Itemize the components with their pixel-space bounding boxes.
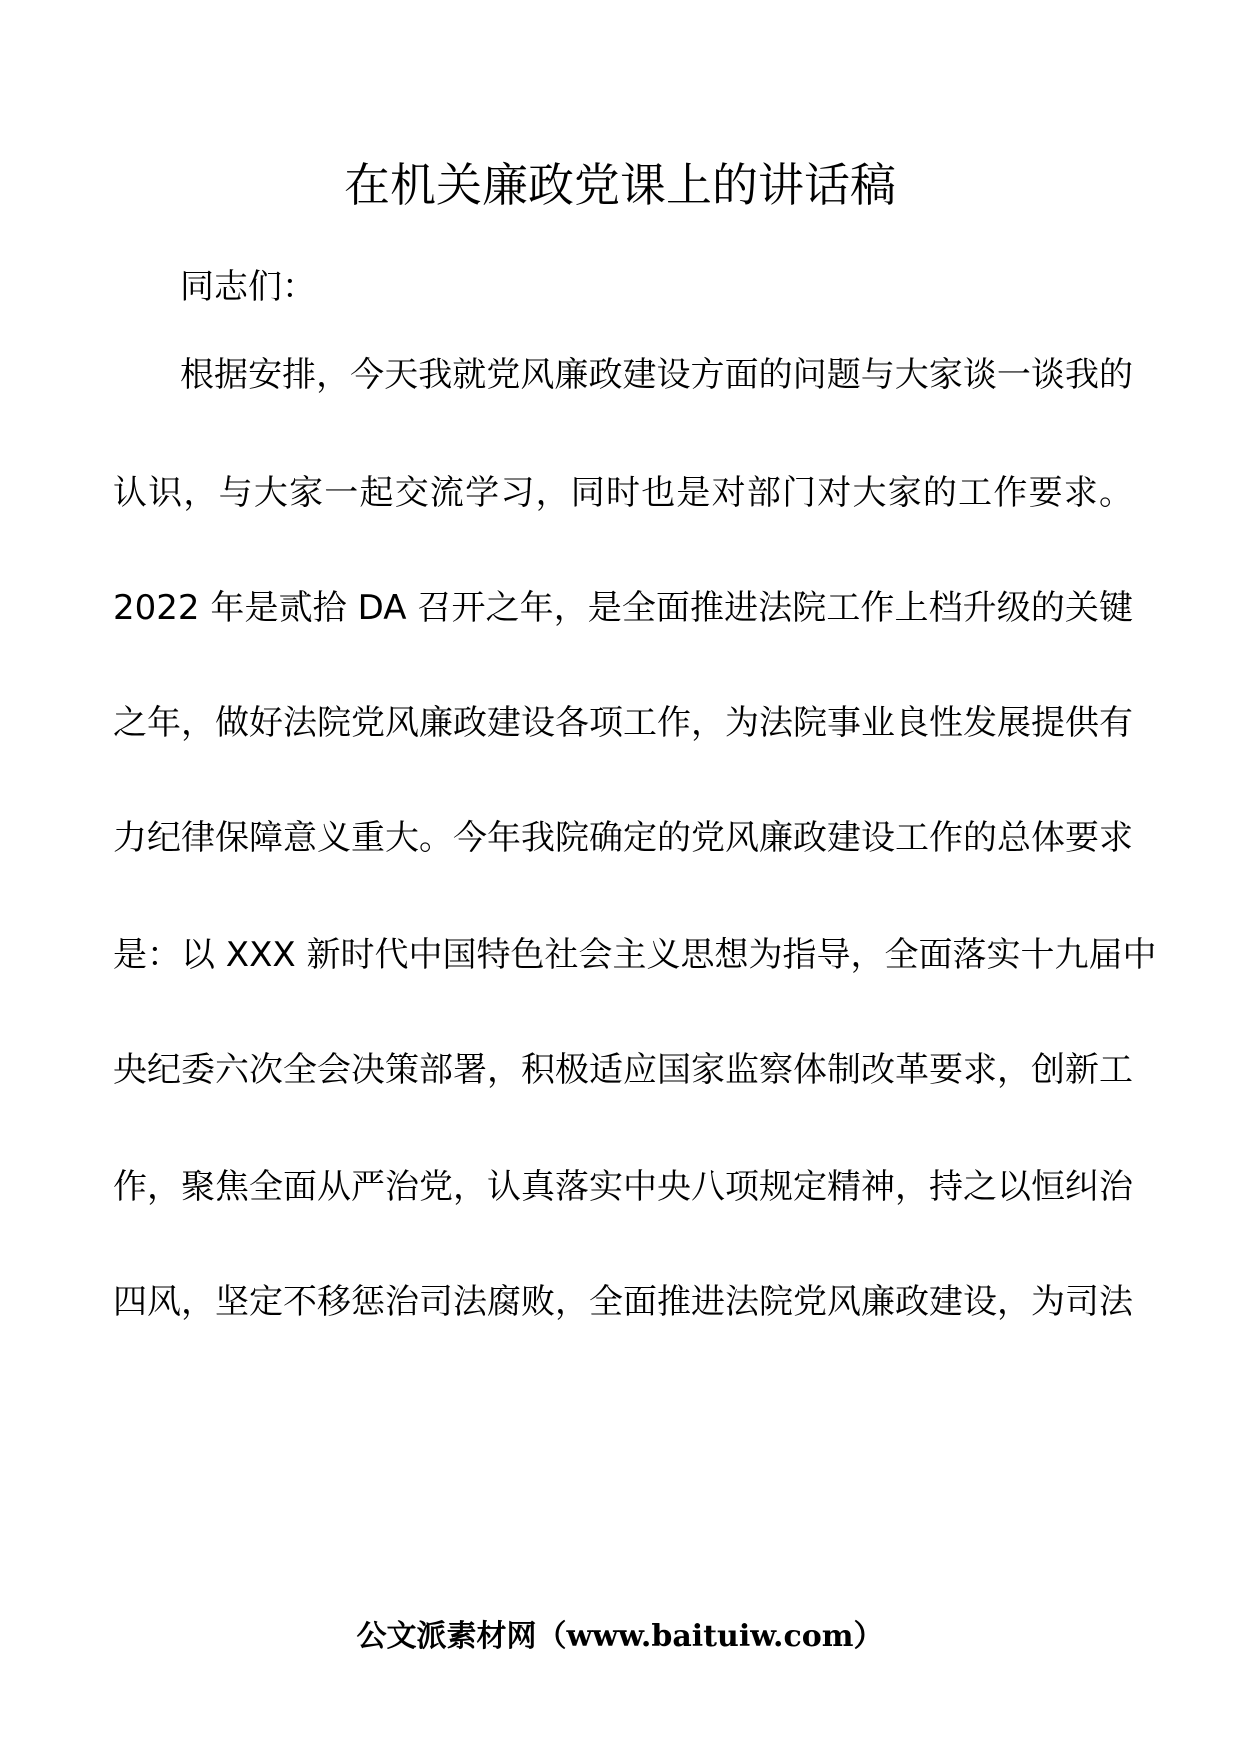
body-line: 是：以 XXX 新时代中国特色社会主义思想为指导，全面落实十九届中 bbox=[113, 935, 1157, 975]
body-line: 根据安排，今天我就党风廉政建设方面的问题与大家谈一谈我的 bbox=[180, 355, 1133, 395]
footer-watermark: 公文派素材网（www.baituiw.com） bbox=[356, 1619, 884, 1654]
body-line: 四风，坚定不移惩治司法腐败，全面推进法院党风廉政建设，为司法 bbox=[113, 1282, 1133, 1322]
body-line: 央纪委六次全会决策部署，积极适应国家监察体制改革要求，创新工 bbox=[113, 1050, 1133, 1090]
document-title: 在机关廉政党课上的讲话稿 bbox=[344, 158, 896, 212]
body-line: 力纪律保障意义重大。今年我院确定的党风廉政建设工作的总体要求 bbox=[113, 818, 1133, 858]
body-line: 2022 年是贰拾 DA 召开之年，是全面推进法院工作上档升级的关键 bbox=[113, 588, 1133, 628]
body-line: 认识，与大家一起交流学习，同时也是对部门对大家的工作要求。 bbox=[113, 473, 1133, 513]
body-line: 之年，做好法院党风廉政建设各项工作，为法院事业良性发展提供有 bbox=[113, 703, 1133, 743]
body-line: 作，聚焦全面从严治党，认真落实中央八项规定精神，持之以恒纠治 bbox=[113, 1167, 1133, 1207]
greeting: 同志们： bbox=[180, 267, 316, 307]
